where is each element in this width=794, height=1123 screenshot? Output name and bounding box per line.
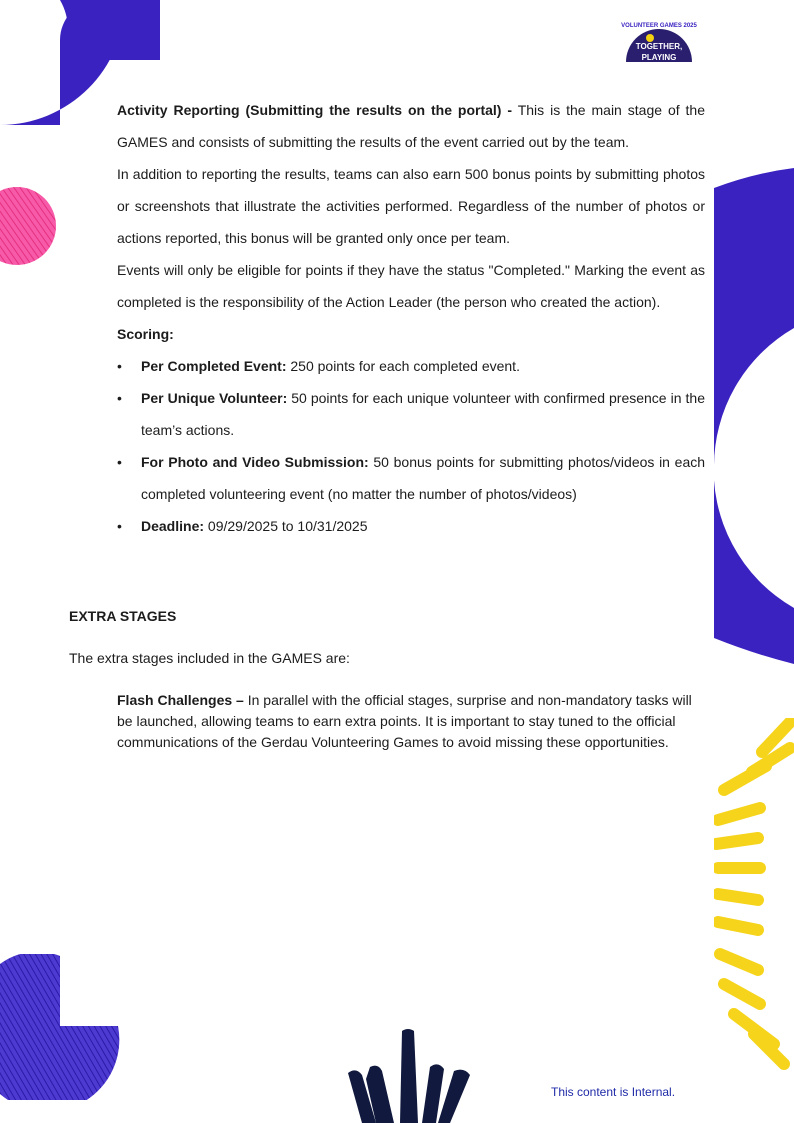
pink-scribble-circle xyxy=(0,186,58,266)
logo-top-text: VOLUNTEER GAMES 2025 xyxy=(621,23,697,29)
bullet-text: 50 bonus points for submitting photos/videos in each completed volunteering event (no matter the number of photos/videos) xyxy=(141,454,706,502)
bullet-text: 250 points for each completed event. xyxy=(286,358,520,374)
volunteer-games-logo xyxy=(620,18,698,62)
extra-stages-title: EXTRA STAGES xyxy=(69,608,177,624)
activity-heading-rest: This is the main stage of the GAMES and consists of submitting the results of the event carried out by the team. xyxy=(117,102,705,150)
activity-intro-paragraph xyxy=(117,94,705,158)
navy-hand-shape xyxy=(346,1027,478,1123)
scoring-list xyxy=(117,350,705,542)
yellow-sunburst-shape xyxy=(714,718,794,1070)
bullet-label: For Photo and Video Submission: xyxy=(141,454,369,470)
extra-stages-section xyxy=(69,606,709,753)
scoring-label: Scoring: xyxy=(117,326,174,342)
list-item xyxy=(117,446,705,510)
bullet-text: 09/29/2025 to 10/31/2025 xyxy=(204,518,368,534)
logo-mid-text: TOGETHER, xyxy=(635,42,683,51)
bullet-text: 50 points for each unique volunteer with confirmed presence in the team’s actions. xyxy=(141,390,705,438)
flash-challenges-label: Flash Challenges – xyxy=(117,692,244,708)
activity-heading: Activity Reporting (Submitting the results on the portal) - xyxy=(117,102,513,118)
bottom-left-blue-scribble-circle xyxy=(0,954,120,1100)
bullet-label: Per Completed Event: xyxy=(141,358,287,374)
extra-stages-intro: The extra stages included in the GAMES are: xyxy=(69,650,350,666)
flash-challenges-paragraph xyxy=(117,690,697,753)
right-blue-semicircle-shape xyxy=(714,168,794,666)
activity-reporting-section xyxy=(117,94,705,542)
flash-challenges-text: In parallel with the official stages, surprise and non-mandatory tasks will be launched, allowing teams to earn extra points. It is important to stay tuned to the official communications of the Gerdau Volunteering Games to avoid missing these opportunities. xyxy=(117,692,692,750)
classification-footer: This content is Internal. xyxy=(551,1085,676,1099)
bullet-label: Per Unique Volunteer: xyxy=(141,390,288,406)
list-item xyxy=(117,510,705,542)
eligibility-paragraph: Events will only be eligible for points if they have the status "Completed." Marking the event as completed is the responsibility of the Action Leader (the person who created the action). xyxy=(117,262,705,310)
bonus-paragraph: In addition to reporting the results, teams can also earn 500 bonus points by submitting photos or screenshots that illustrate the activities performed. Regardless of the number of photos or actions reported, this bonus will be granted only once per team. xyxy=(117,166,705,246)
logo-bottom-text: PLAYING xyxy=(641,53,677,62)
list-item xyxy=(117,382,705,446)
bullet-label: Deadline: xyxy=(141,518,205,534)
list-item xyxy=(117,350,705,382)
